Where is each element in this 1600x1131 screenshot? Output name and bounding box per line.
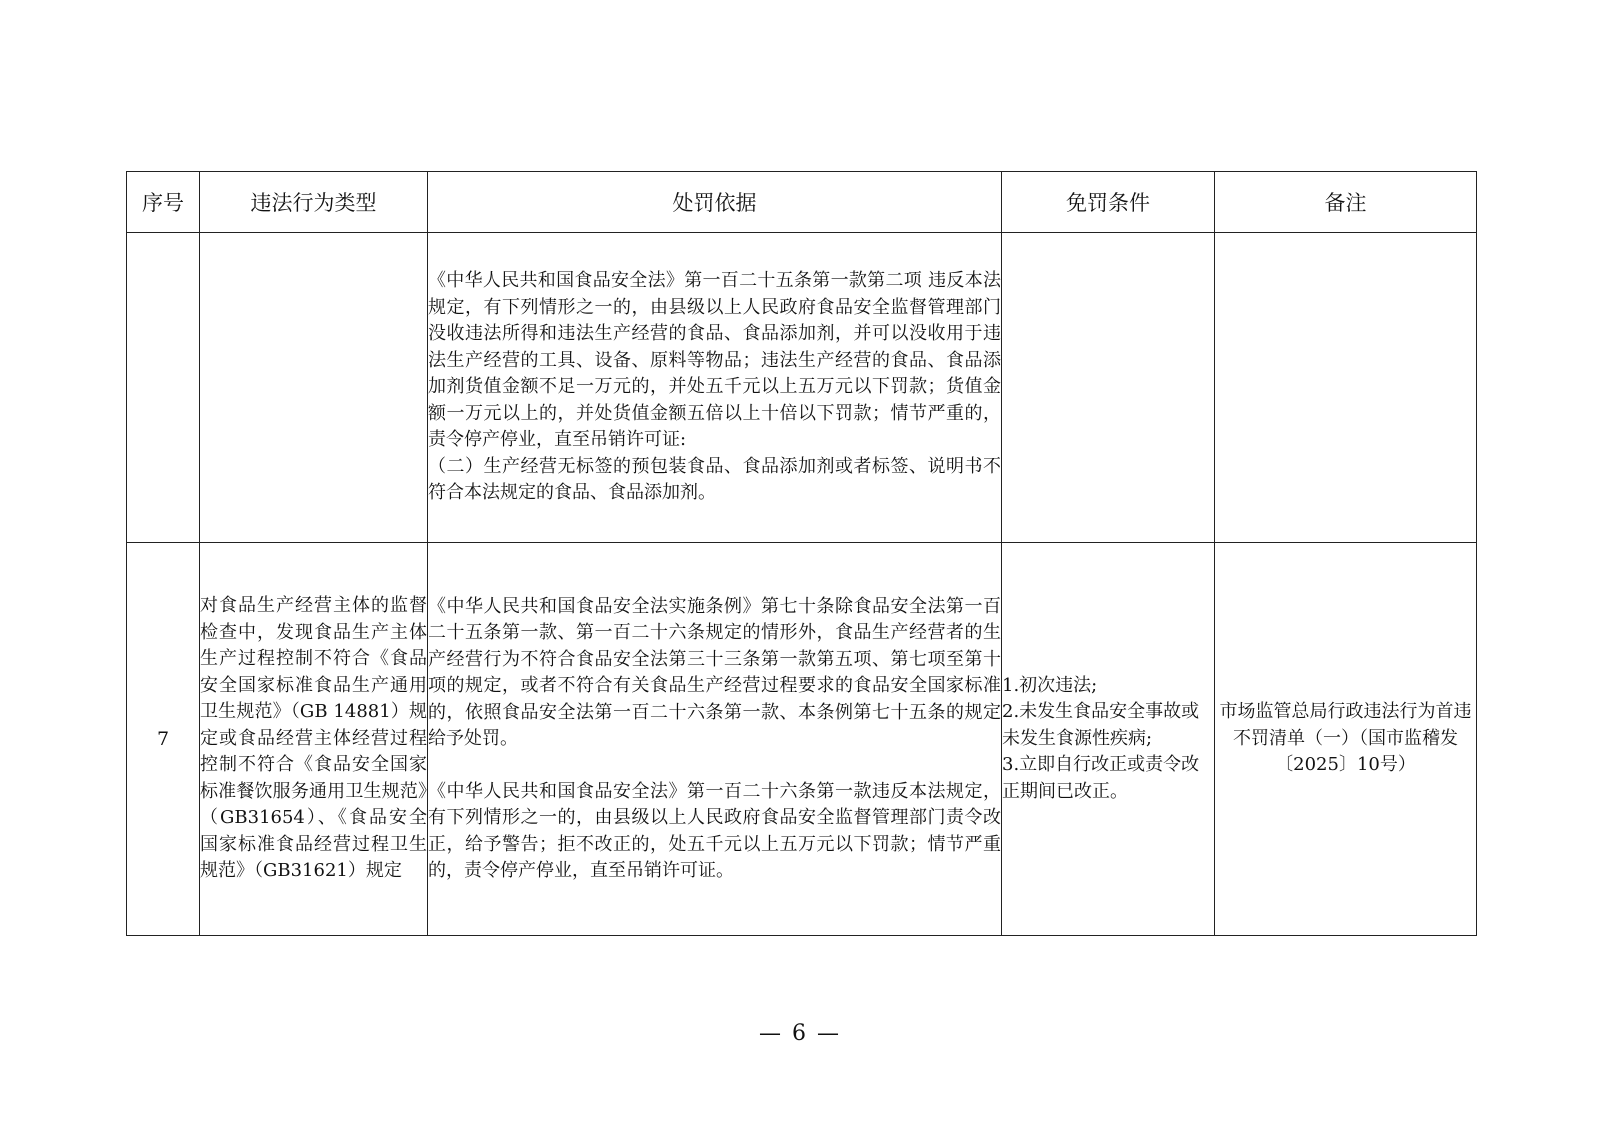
basis-paragraph: 《中华人民共和国食品安全法实施条例》第七十条除食品安全法第一百二十五条第一款、第一百二十六条规定的情形外，食品生产经营者的生产经营行为不符合食品安全法第三十三条第一款第五项、第七项至第十项的规定，或者不符合有关食品生产经营过程要求的食品安全国家标准的，依照食品安全法第一百二十六条第一款、本条例第七十五条的规定给予处罚。 — [428, 595, 1001, 749]
basis-paragraph: 《中华人民共和国食品安全法》第一百二十六条第一款违反本法规定，有下列情形之一的，由县级以上人民政府食品安全监督管理部门责令改正，给予警告；拒不改正的，处五千元以上五万元以下罚款；情节严重的，责令停产停业，直至吊销许可证。 — [428, 780, 1001, 881]
row-seq — [127, 233, 200, 543]
condition-item: 1.初次违法; — [1002, 674, 1098, 696]
header-seq: 序号 — [127, 172, 200, 233]
table-header-row — [127, 172, 1477, 233]
header-remarks: 备注 — [1215, 172, 1477, 233]
table-row — [127, 233, 1477, 543]
page-number: — 6 — — [759, 1021, 841, 1046]
row-remarks: 市场监管总局行政违法行为首违不罚清单（一）（国市监稽发〔2025〕10号） — [1215, 543, 1477, 936]
header-exemption-conditions: 免罚条件 — [1002, 172, 1215, 233]
row-violation-type — [200, 233, 428, 543]
row-penalty-basis — [428, 543, 1002, 936]
row-penalty-basis — [428, 233, 1002, 543]
penalty-table — [126, 171, 1477, 936]
row-seq: 7 — [127, 543, 200, 936]
row-exemption-conditions — [1002, 233, 1215, 543]
table-row — [127, 543, 1477, 936]
header-penalty-basis: 处罚依据 — [428, 172, 1002, 233]
row-violation-type: 对食品生产经营主体的监督检查中，发现食品生产主体生产过程控制不符合《食品安全国家标准食品生产通用卫生规范》（GB 14881）规定或食品经营主体经营过程控制不符合《食品安全国家标准餐饮服务通用卫生规范》（GB31654）、《食品安全国家标准食品经营过程卫生规范》（GB31621）规定 — [200, 543, 428, 936]
basis-paragraph: 《中华人民共和国食品安全法》第一百二十五条第一款第二项 违反本法规定，有下列情形之一的，由县级以上人民政府食品安全监督管理部门没收违法所得和违法生产经营的食品、食品添加剂，并可以没收用于违法生产经营的工具、设备、原料等物品；违法生产经营的食品、食品添加剂货值金额不足一万元的，并处五千元以上五万元以下罚款；货值金额一万元以上的，并处货值金额五倍以上十倍以下罚款；情节严重的，责令停产停业，直至吊销许可证: （二）生产经营无标签的预包装食品、食品添加剂或者标签、说明书不符合本法规定的食品、食品添加剂。 — [428, 270, 1001, 504]
header-violation-type: 违法行为类型 — [200, 172, 428, 233]
row-exemption-conditions — [1002, 543, 1215, 936]
condition-item: 3.立即自行改正或责令改正期间已改正。 — [1002, 754, 1200, 802]
row-remarks — [1215, 233, 1477, 543]
condition-item: 2.未发生食品安全事故或未发生食源性疾病; — [1002, 701, 1200, 749]
